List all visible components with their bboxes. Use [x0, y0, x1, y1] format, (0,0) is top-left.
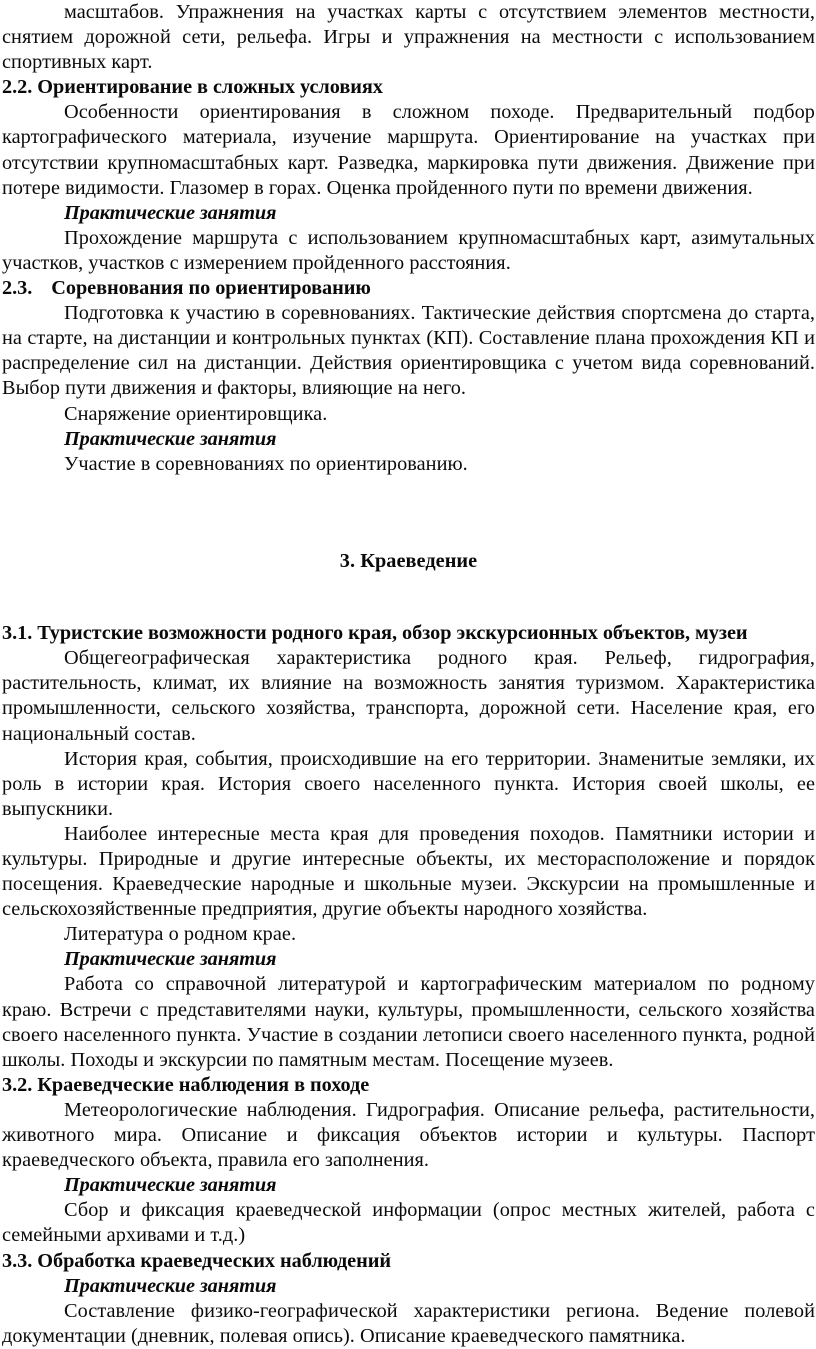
paragraph-3-1-literature: Литература о родном крае. [64, 923, 297, 946]
heading-3-2 [2, 1073, 815, 1098]
paragraph-3-1-places: Наиболее интересные места края для проведения походов. Памятники истории и культуры. Природные и другие интересные объекты, их месторасположение и порядок посещения. Краеведческие народные и школьные музеи. Экскурсии на промышленные и сельскохозяйственные предприятия, другие объекты народного хозяйства. [2, 822, 815, 921]
heading-3-1 [2, 621, 815, 646]
vertical-spacer [2, 574, 815, 599]
vertical-spacer [2, 502, 815, 527]
document-body [2, 0, 815, 1349]
heading-2-3-number: 2.3. [2, 277, 33, 300]
heading-3-1-number: 3.1. [2, 622, 33, 645]
paragraph-3-1-geography: Общегеографическая характеристика родного края. Рельеф, гидрография, растительность, климат, их влияние на возможность занятия туризмом. Характеристика промышленности, сельского хозяйства, транспорта, дорожной сети. Население края, его национальный состав. [2, 647, 815, 745]
heading-2-2-number: 2.2. [2, 76, 33, 99]
paragraph-2-2-practical: Прохождение маршрута с использованием крупномасштабных карт, азимутальных участков, участков с измерением пройденного расстояния. [2, 226, 815, 274]
practical-lessons-label-1: Практические занятия [64, 201, 277, 224]
heading-3-1-title: Туристские возможности родного края, обзор экскурсионных объектов, музеи [37, 622, 748, 645]
chapter-heading-3: 3. Краеведение [339, 549, 478, 572]
paragraph-2-3-equipment: Снаряжение ориентировщика. [64, 402, 328, 425]
paragraph-2-3-body: Подготовка к участию в соревнованиях. Тактические действия спортсмена до старта, на старте, на дистанции и контрольных пунктах (КП). Составление плана прохождения КП и распределение сил на дистанции. Действия ориентировщика с учетом вида соревнований. Выбор пути движения и факторы, влияющие на него. [2, 302, 815, 400]
practical-lessons-label-4: Практические занятия [64, 1174, 277, 1197]
vertical-spacer [2, 527, 815, 549]
paragraph-3-2-practical: Сбор и фиксация краеведческой информации (опрос местных жителей, работа с семейными архивами и т.д.) [2, 1199, 815, 1247]
heading-2-3 [2, 276, 815, 301]
paragraph-2-3-practical: Участие в соревнованиях по ориентированию. [64, 452, 468, 475]
paragraph-3-1-history: История края, события, происходившие на его территории. Знаменитые земляки, их роль в истории края. История своего населенного пункта. История своей школы, ее выпускники. [2, 747, 815, 820]
vertical-spacer [2, 599, 815, 621]
heading-3-3-title: Обработка краеведческих наблюдений [37, 1249, 392, 1272]
practical-lessons-label-3: Практические занятия [64, 948, 277, 971]
heading-3-2-number: 3.2. [2, 1073, 33, 1096]
heading-2-3-title: Соревнования по ориентированию [51, 277, 371, 300]
heading-2-2 [2, 75, 815, 100]
heading-3-2-title: Краеведческие наблюдения в походе [37, 1073, 370, 1096]
vertical-spacer [2, 477, 815, 502]
paragraph-continued-from-previous-page: масштабов. Упражнения на участках карты с отсутствием элементов местности, снятием дорожной сети, рельефа. Игры и упражнения на местности с использованием спортивных карт. [2, 1, 815, 74]
practical-lessons-label-5: Практические занятия [64, 1274, 277, 1297]
practical-lessons-label-2: Практические занятия [64, 427, 277, 450]
paragraph-3-3-practical: Составление физико-географической характеристики региона. Ведение полевой документации (дневник, полевая опись). Описание краеведческого памятника. [2, 1299, 815, 1347]
paragraph-2-2-body: Особенности ориентирования в сложном походе. Предварительный подбор картографического материала, изучение маршрута. Ориентирование на участках при отсутствии крупномасштабных карт. Разведка, маркировка пути движения. Движение при потере видимости. Глазомер в горах. Оценка пройденного пути по времени движения. [2, 101, 815, 199]
heading-3-3-number: 3.3. [2, 1249, 33, 1272]
heading-2-2-title: Ориентирование в сложных условиях [37, 76, 383, 99]
paragraph-3-1-practical: Работа со справочной литературой и картографическим материалом по родному краю. Встречи с представителями науки, культуры, промышленности, сельского хозяйства своего населенного пункта. Участие в создании летописи своего населенного пункта, родной школы. Походы и экскурсии по памятным местам. Посещение музеев. [2, 973, 815, 1071]
heading-3-3 [2, 1249, 815, 1274]
paragraph-3-2-body: Метеорологические наблюдения. Гидрография. Описание рельефа, растительности, животного мира. Описание и фиксация объектов истории и культуры. Паспорт краеведческого объекта, правила его заполнения. [2, 1098, 815, 1172]
